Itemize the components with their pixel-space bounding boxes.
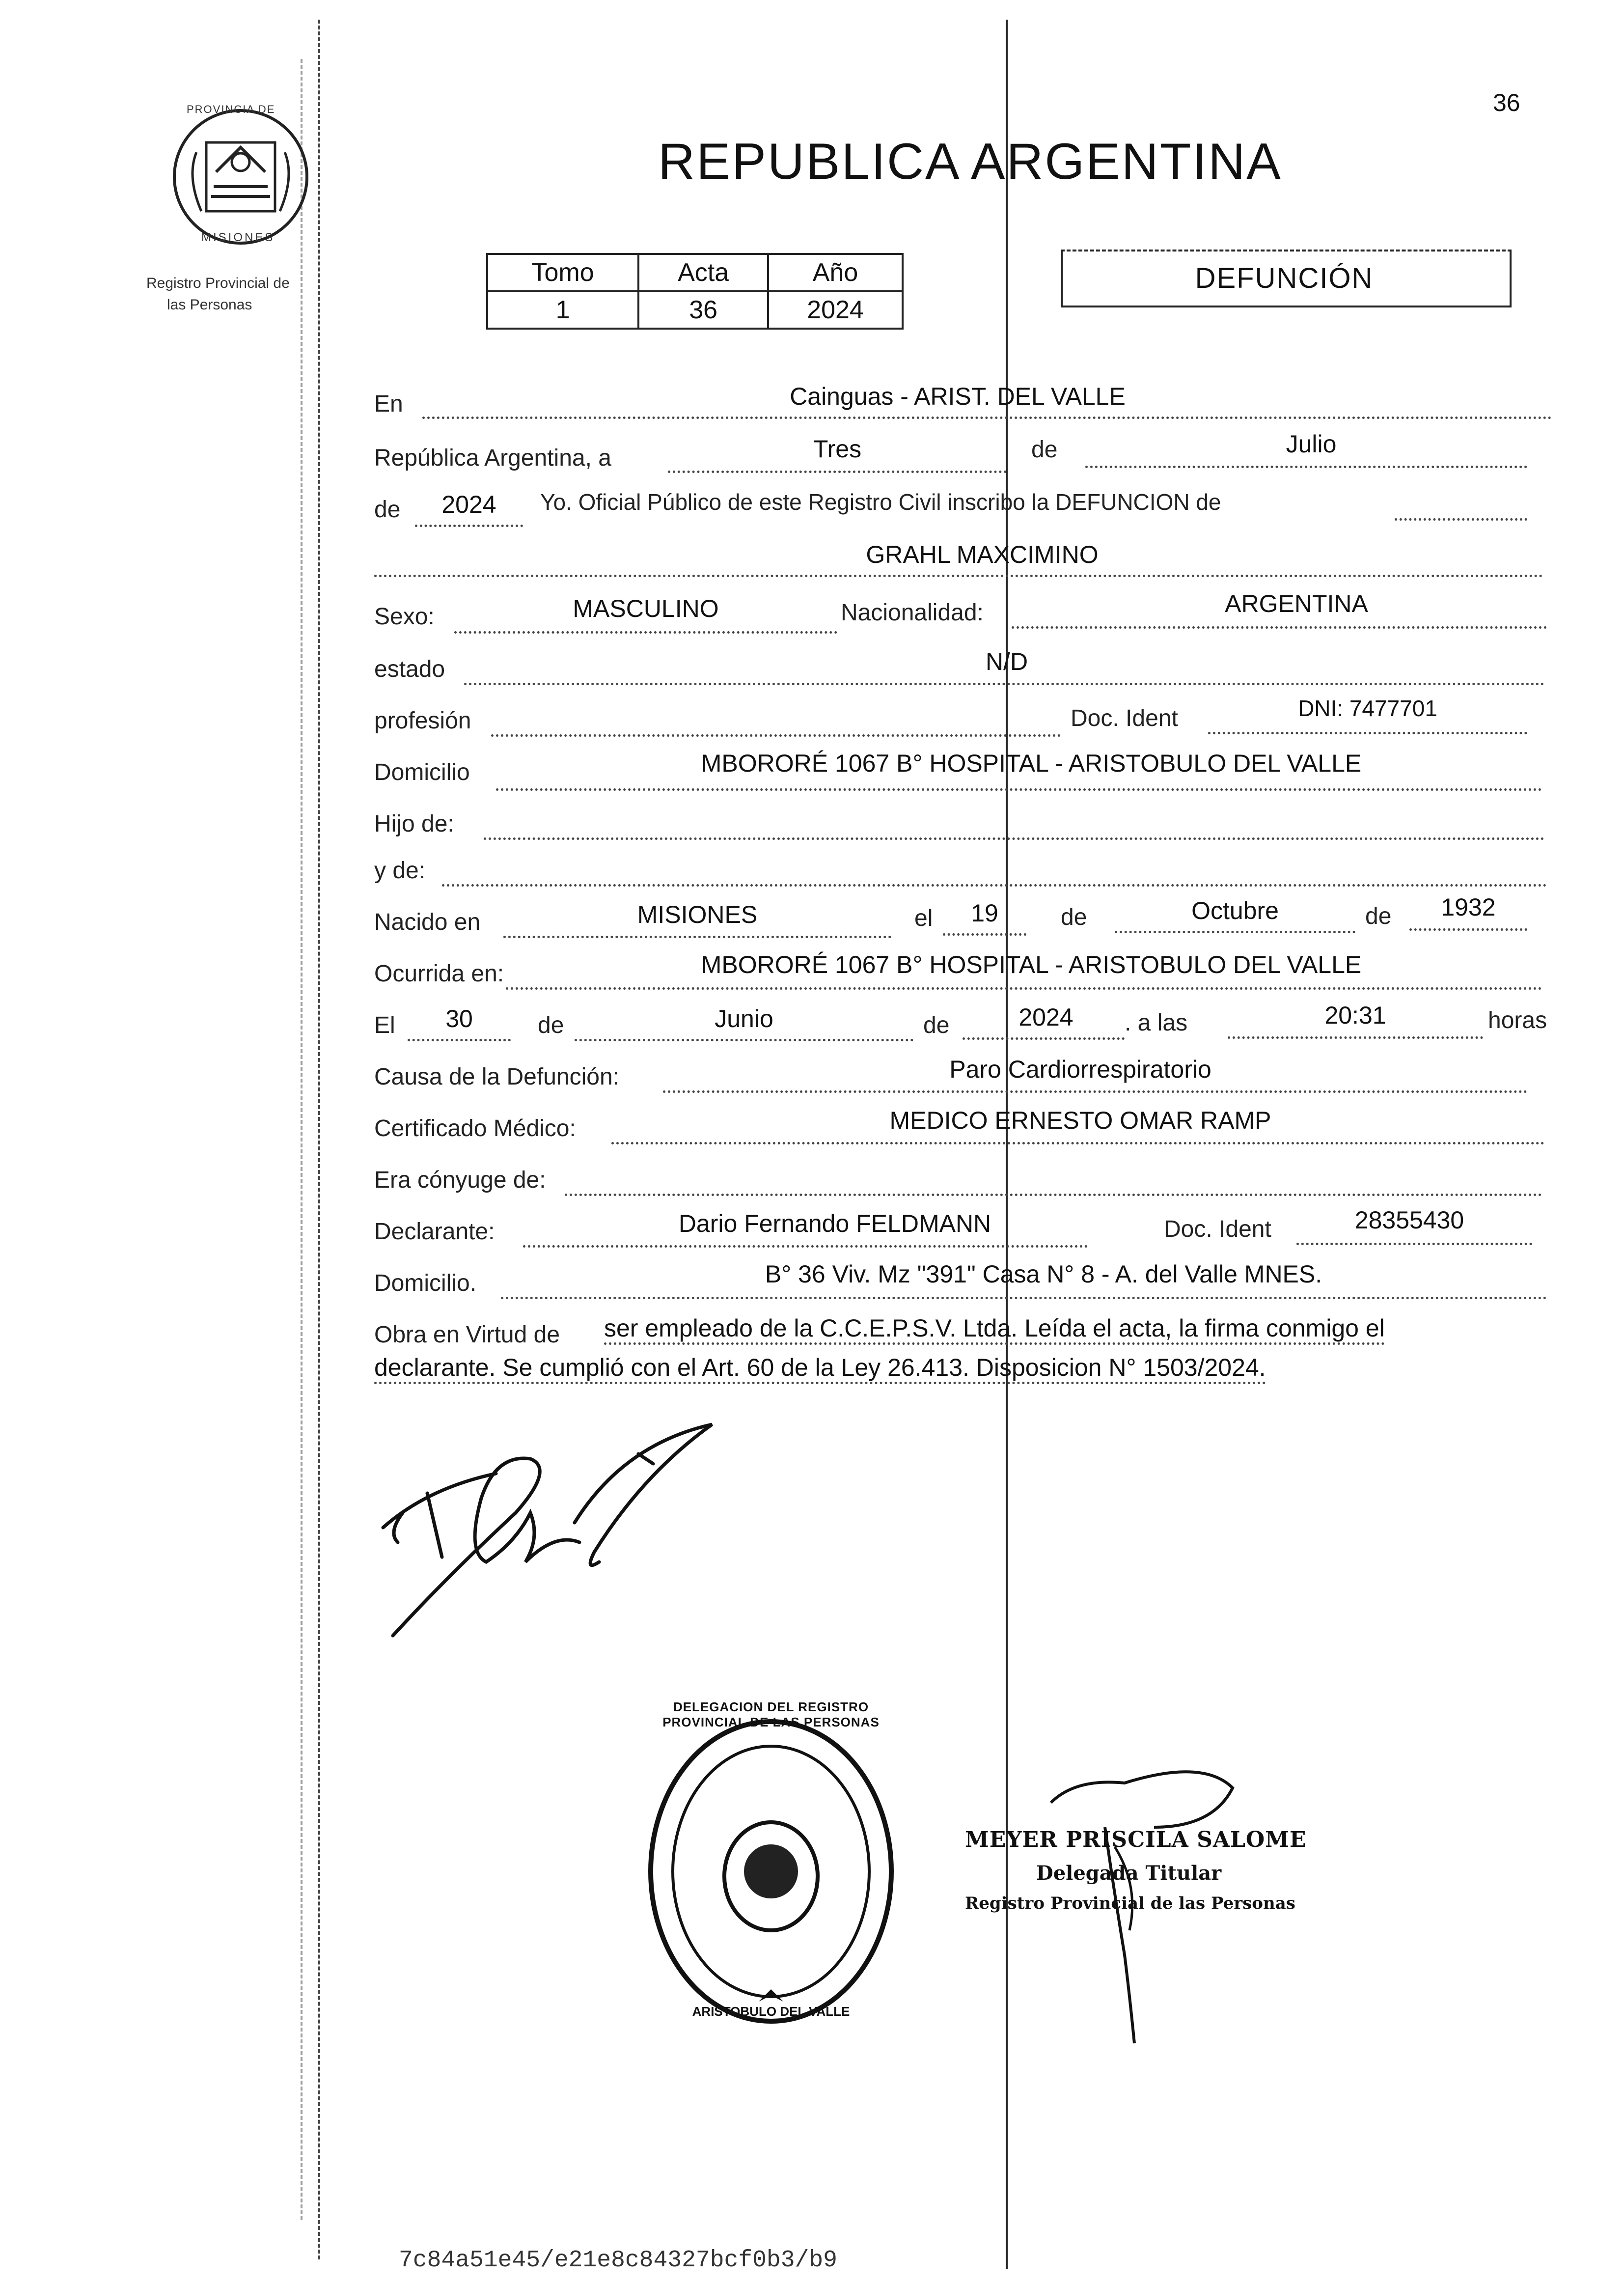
value-nacionalidad: ARGENTINA <box>1225 590 1368 617</box>
dots-mes-nac <box>1115 931 1355 933</box>
official-title: Delegada Titular <box>1036 1862 1222 1885</box>
label-doc-ident: Doc. Ident <box>1071 705 1178 731</box>
label-nacido-en: Nacido en <box>374 909 481 935</box>
dots-doc-ident <box>1208 732 1527 734</box>
dots-causa <box>663 1090 1527 1093</box>
label-el-2: El <box>374 1012 395 1038</box>
table-value-tomo: 1 <box>487 291 638 329</box>
seal-inner-text: ARISTOBULO DEL VALLE <box>692 2004 850 2019</box>
value-lugar: Cainguas - ARIST. DEL VALLE <box>790 383 1126 410</box>
label-certificado: Certificado Médico: <box>374 1115 576 1142</box>
value-mes-nacimiento: Octubre <box>1191 897 1279 924</box>
left-margin-line-outer <box>301 59 304 2220</box>
dots-estado <box>464 683 1544 685</box>
page-title: REPUBLICA ARGENTINA <box>658 133 1282 190</box>
label-domicilio: Domicilio <box>374 759 470 785</box>
table-value-acta: 36 <box>638 291 768 329</box>
dots-yo-oficial <box>1395 518 1527 521</box>
label-horas: horas <box>1488 1007 1547 1033</box>
emblem-text-top: PROVINCIA DE <box>187 103 275 115</box>
dots-mes <box>1085 466 1527 468</box>
value-dia-nacimiento: 19 <box>971 899 998 927</box>
label-obra: Obra en Virtud de <box>374 1322 560 1348</box>
dots-declarante-doc <box>1296 1243 1532 1245</box>
value-domicilio: MBORORÉ 1067 B° HOSPITAL - ARISTOBULO DEL VALLE <box>701 750 1362 777</box>
dots-dia-def <box>408 1039 511 1041</box>
declarant-signature <box>368 1415 761 1650</box>
dots-declarante-domicilio <box>501 1297 1547 1299</box>
label-domicilio-2: Domicilio. <box>374 1270 477 1296</box>
label-y-de: y de: <box>374 858 426 884</box>
value-mes-defuncion: Junio <box>715 1005 773 1032</box>
official-org: Registro Provincial de las Personas <box>965 1894 1295 1913</box>
value-estado: N/D <box>985 648 1028 675</box>
label-de-2: de <box>374 497 401 523</box>
label-de-6: de <box>923 1012 950 1038</box>
label-a-las: . a las <box>1125 1010 1188 1036</box>
value-mes-inscripcion: Julio <box>1286 430 1337 458</box>
registry-line-2: las Personas <box>167 297 252 313</box>
dots-nacido-en <box>503 936 891 938</box>
label-nacionalidad: Nacionalidad: <box>841 600 984 626</box>
dots-hora <box>1228 1036 1483 1039</box>
official-name: MEYER PRISCILA SALOME <box>965 1827 1307 1852</box>
label-hijo-de: Hijo de: <box>374 811 454 837</box>
label-yo-oficial: Yo. Oficial Público de este Registro Civil inscribo la DEFUNCION de <box>540 489 1221 515</box>
value-hora: 20:31 <box>1324 1002 1386 1029</box>
dots-anio-def <box>963 1037 1125 1040</box>
record-type-label: DEFUNCIÓN <box>1195 262 1374 294</box>
value-doc-ident: DNI: 7477701 <box>1298 696 1437 721</box>
label-doc-ident-2: Doc. Ident <box>1164 1216 1271 1242</box>
value-declarante-doc: 28355430 <box>1354 1206 1464 1234</box>
dots-nombre <box>374 575 1543 577</box>
dots-declarante <box>523 1245 1088 1248</box>
value-dia-inscripcion: Tres <box>813 435 862 463</box>
label-de-1: de <box>1031 437 1058 463</box>
footer-hash: 7c84a51e45/e21e8c84327bcf0b3/b9 <box>399 2247 837 2274</box>
dots-dia <box>668 471 1007 473</box>
table-header-acta: Acta <box>638 254 768 291</box>
value-declarante-domicilio: B° 36 Viv. Mz "391" Casa N° 8 - A. del Valle MNES. <box>765 1260 1322 1288</box>
label-estado: estado <box>374 656 445 682</box>
dots-en <box>422 417 1552 419</box>
label-sexo: Sexo: <box>374 604 435 630</box>
table-header-anio: Año <box>768 254 903 291</box>
value-causa: Paro Cardiorrespiratorio <box>949 1056 1211 1083</box>
label-en: En <box>374 391 403 417</box>
value-ocurrida-en: MBORORÉ 1067 B° HOSPITAL - ARISTOBULO DEL VALLE <box>701 951 1362 978</box>
label-el: el <box>914 905 933 931</box>
emblem-text-bottom: MISIONES <box>201 231 275 244</box>
left-margin-line <box>318 20 322 2259</box>
dots-conyuge <box>565 1194 1542 1196</box>
registry-round-seal <box>643 1714 899 2029</box>
dots-anio-nac <box>1409 928 1527 931</box>
value-nombre: GRAHL MAXCIMINO <box>866 541 1099 568</box>
dots-profesion <box>491 734 1061 737</box>
dots-hijo-de <box>484 837 1544 840</box>
label-ocurrida-en: Ocurrida en: <box>374 961 504 987</box>
record-reference-table <box>486 253 904 330</box>
label-de-4: de <box>1365 903 1392 929</box>
dots-anio <box>415 525 523 527</box>
value-anio-inscripcion: 2024 <box>441 491 496 518</box>
seal-outer-text: DELEGACION DEL REGISTRO PROVINCIAL DE LAS PERSONAS <box>662 1699 880 1729</box>
label-de-5: de <box>538 1012 564 1038</box>
value-dia-defuncion: 30 <box>445 1005 473 1032</box>
table-value-anio: 2024 <box>768 291 903 329</box>
dots-nacionalidad <box>1012 626 1547 629</box>
label-conyuge: Era cónyuge de: <box>374 1167 546 1193</box>
dots-certificado <box>611 1142 1544 1144</box>
value-declarante: Dario Fernando FELDMANN <box>678 1210 991 1237</box>
dots-ocurrida-en <box>506 987 1542 990</box>
table-header-tomo: Tomo <box>487 254 638 291</box>
value-obra-line-2: declarante. Se cumplió con el Art. 60 de la Ley 26.413. Disposicion N° 1503/2024. <box>374 1353 1266 1384</box>
dots-domicilio <box>496 788 1542 791</box>
label-republica: República Argentina, a <box>374 445 611 471</box>
dots-sexo <box>454 631 837 634</box>
value-anio-defuncion: 2024 <box>1018 1003 1073 1031</box>
label-causa: Causa de la Defunción: <box>374 1064 619 1090</box>
dots-y-de <box>442 884 1547 887</box>
label-declarante: Declarante: <box>374 1219 495 1245</box>
value-anio-nacimiento: 1932 <box>1441 893 1496 921</box>
value-sexo: MASCULINO <box>573 595 719 622</box>
label-de-3: de <box>1061 904 1087 930</box>
page-number: 36 <box>1493 89 1520 116</box>
value-obra-line-1: ser empleado de la C.C.E.P.S.V. Ltda. Leída el acta, la firma conmigo el <box>604 1314 1385 1345</box>
dots-mes-def <box>575 1039 913 1041</box>
dots-dia-nac <box>943 933 1026 936</box>
value-nacido-en: MISIONES <box>637 901 758 928</box>
registry-line-1: Registro Provincial de <box>146 275 290 291</box>
label-profesion: profesión <box>374 708 471 734</box>
value-certificado: MEDICO ERNESTO OMAR RAMP <box>889 1107 1271 1134</box>
